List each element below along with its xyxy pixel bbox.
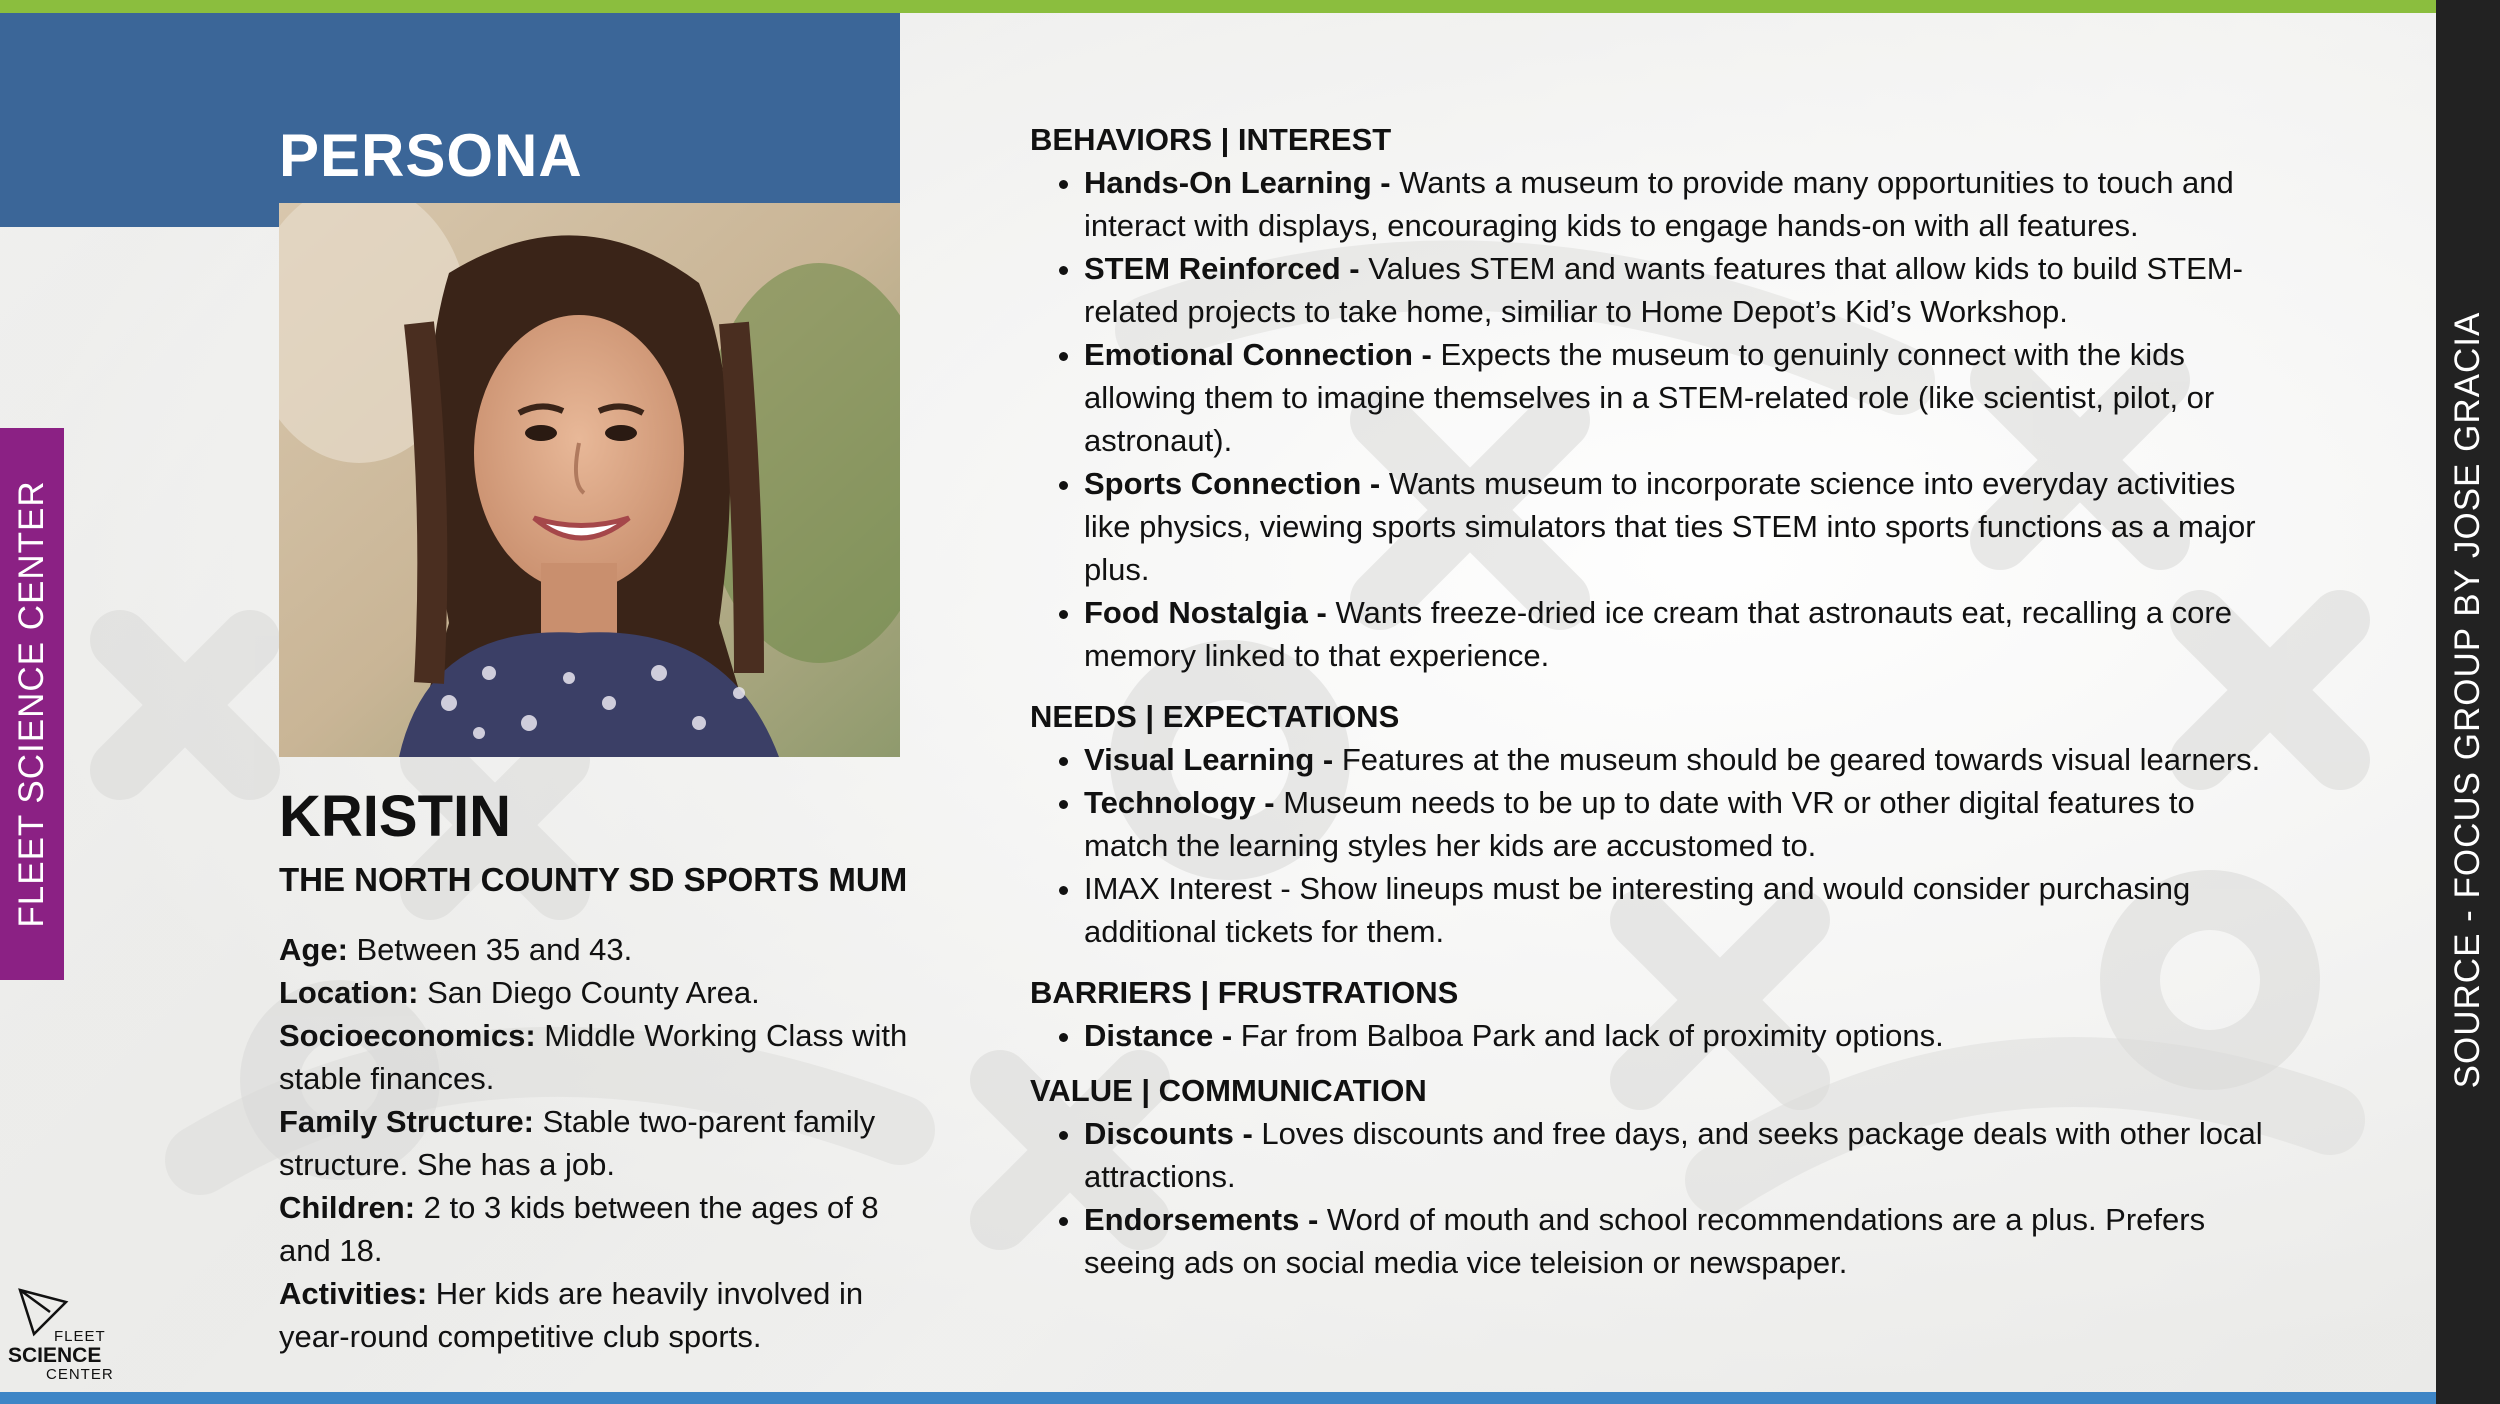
list-item [1084, 1112, 2280, 1198]
profile-family-structure [279, 1100, 919, 1186]
list-item [1084, 1014, 2280, 1057]
profile-label: Socioeconomics: [279, 1018, 536, 1053]
section-title: BEHAVIORS | INTEREST [1030, 122, 1392, 157]
profile-children [279, 1186, 919, 1272]
list-item [1084, 1198, 2280, 1284]
profile-label: Children: [279, 1190, 416, 1225]
profile-label: Age: [279, 932, 348, 967]
list-item [1084, 462, 2280, 591]
profile-value: San Diego County Area. [418, 975, 760, 1010]
item-label: Hands-On Learning - [1084, 165, 1391, 200]
page-title: PERSONA [279, 122, 583, 189]
item-label: Food Nostalgia - [1084, 595, 1327, 630]
list-item [1084, 867, 2280, 953]
persona-details [1030, 118, 2280, 1302]
logo-line-2: SCIENCE [8, 1344, 102, 1367]
list-item [1084, 738, 2280, 781]
profile-value: 2 to 3 kids between the ages of 8 and 18. [279, 1190, 879, 1268]
list-item [1084, 781, 2280, 867]
section-behaviors-interest [1030, 118, 2280, 677]
item-text: Values STEM and wants features that allow kids to build STEM-related projects to take home, similiar to Home Depot’s Kid’s Workshop. [1084, 251, 2243, 329]
item-text: Wants freeze-dried ice cream that astronauts eat, recalling a core memory linked to that experience. [1084, 595, 2232, 673]
item-label: Discounts - [1084, 1116, 1253, 1151]
section-title: BARRIERS | FRUSTRATIONS [1030, 975, 1459, 1010]
persona-profile [279, 928, 919, 1358]
item-text: Far from Balboa Park and lack of proximity options. [1232, 1018, 1944, 1053]
section-title: NEEDS | EXPECTATIONS [1030, 699, 1400, 734]
profile-socioeconomics [279, 1014, 919, 1100]
item-text: Loves discounts and free days, and seeks package deals with other local attractions. [1084, 1116, 2263, 1194]
top-accent-bar [0, 0, 2436, 13]
profile-activities [279, 1272, 919, 1358]
fleet-science-center-logo [8, 1282, 114, 1383]
source-label: SOURCE - FOCUS GROUP BY JOSE GRACIA [2448, 311, 2487, 1089]
section-needs-expectations [1030, 695, 2280, 953]
item-text: Features at the museum should be geared towards visual learners. [1333, 742, 2261, 777]
item-text: Museum needs to be up to date with VR or other digital features to match the learning styles her kids are accustomed to. [1084, 785, 2195, 863]
profile-value: Stable two-parent family structure. She has a job. [279, 1104, 876, 1182]
item-label: STEM Reinforced - [1084, 251, 1360, 286]
persona-photo [279, 203, 900, 757]
list-item [1084, 333, 2280, 462]
section-value-communication [1030, 1069, 2280, 1284]
item-label: Distance - [1084, 1018, 1233, 1053]
profile-age [279, 928, 919, 971]
profile-value: Between 35 and 43. [347, 932, 633, 967]
item-label: Emotional Connection - [1084, 337, 1432, 372]
side-tab-label: FLEET SCIENCE CENTER [12, 480, 51, 928]
persona-name: KRISTIN [279, 784, 511, 849]
bottom-accent-bar [0, 1392, 2436, 1404]
side-tab [0, 428, 64, 980]
item-label: Sports Connection - [1084, 466, 1381, 501]
item-text: Wants museum to incorporate science into everyday activities like physics, viewing sports simulators that ties STEM into sports functions as a major plus. [1084, 466, 2256, 587]
item-text: Word of mouth and school recommendations are a plus. Prefers seeing ads on social media vice teleision or newspaper. [1084, 1202, 2206, 1280]
item-label: Endorsements - [1084, 1202, 1319, 1237]
item-label: Technology - [1084, 785, 1275, 820]
profile-label: Family Structure: [279, 1104, 534, 1139]
logo-line-1: FLEET [54, 1328, 106, 1345]
item-text: Expects the museum to genuinly connect with the kids allowing them to imagine themselves in a STEM-related role (like scientist, pilot, or astronaut). [1084, 337, 2215, 458]
list-item [1084, 591, 2280, 677]
item-text: Wants a museum to provide many opportunities to touch and interact with displays, encouraging kids to engage hands-on with all features. [1084, 165, 2234, 243]
item-label: Visual Learning - [1084, 742, 1334, 777]
profile-value: Her kids are heavily involved in year-round competitive club sports. [279, 1276, 864, 1354]
profile-value: Middle Working Class with stable finances. [279, 1018, 908, 1096]
section-barriers-frustrations [1030, 971, 2280, 1057]
profile-label: Location: [279, 975, 419, 1010]
section-title: VALUE | COMMUNICATION [1030, 1073, 1427, 1108]
source-strip [2436, 0, 2500, 1404]
item-text: IMAX Interest - Show lineups must be interesting and would consider purchasing additional tickets for them. [1084, 871, 2191, 949]
logo-line-3: CENTER [46, 1366, 114, 1383]
list-item [1084, 247, 2280, 333]
profile-label: Activities: [279, 1276, 428, 1311]
persona-tagline: THE NORTH COUNTY SD SPORTS MUM [279, 861, 908, 898]
profile-location [279, 971, 919, 1014]
list-item [1084, 161, 2280, 247]
